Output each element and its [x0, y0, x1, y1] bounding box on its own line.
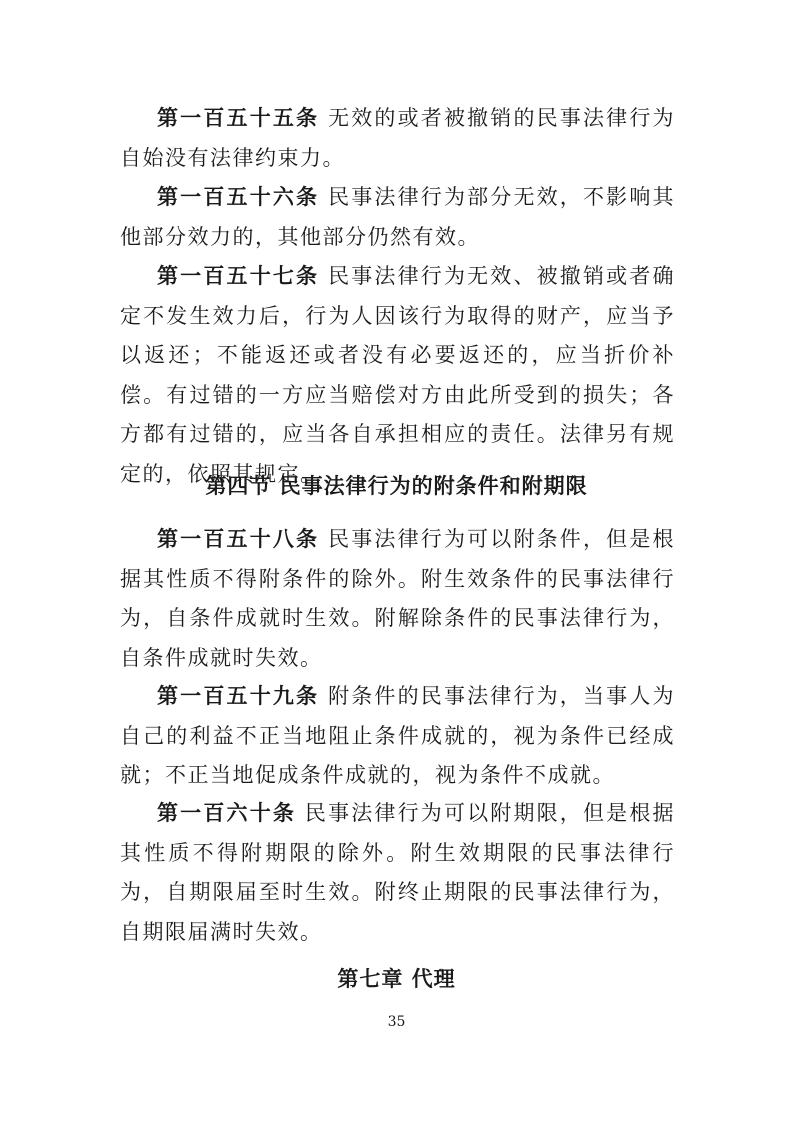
article-body: 民事法律行为无效、被撤销或者确定不发生效力后，行为人因该行为取得的财产，应当予以返还；不能返还或者没有必要返还的，应当折价补偿。有过错的一方应当赔偿对方由此所受到的损失；各方都有过错的，应当各自承担相应的责任。法律另有规定的，依照其规定。: [120, 264, 676, 486]
page-number: 35: [387, 1014, 406, 1030]
article-title: 第一百五十九条: [157, 684, 320, 708]
article-157: [120, 257, 675, 494]
article-160: [120, 794, 675, 952]
article-body: 附条件的民事法律行为，当事人为自己的利益不正当地阻止条件成就的，视为条件已经成就；不正当地促成条件成就的，视为条件不成就。: [120, 684, 676, 787]
article-title: 第一百五十六条: [157, 185, 320, 209]
article-body: 民事法律行为部分无效，不影响其他部分效力的，其他部分仍然有效。: [120, 185, 676, 249]
article-156: [120, 178, 675, 257]
section-heading: 第四节 民事法律行为的附条件和附期限: [205, 474, 588, 498]
article-body: 民事法律行为可以附条件，但是根据其性质不得附条件的除外。附生效条件的民事法律行为，自条件成就时生效。附解除条件的民事法律行为，自条件成就时失效。: [120, 527, 676, 670]
article-title: 第一百五十七条: [157, 264, 320, 288]
article-body: 无效的或者被撤销的民事法律行为自始没有法律约束力。: [120, 106, 676, 170]
article-155: [120, 99, 675, 178]
article-159: [120, 677, 675, 796]
article-title: 第一百六十条: [157, 801, 297, 825]
article-158: [120, 520, 675, 678]
article-title: 第一百五十五条: [157, 106, 320, 130]
article-title: 第一百五十八条: [157, 527, 320, 551]
article-body: 民事法律行为可以附期限，但是根据其性质不得附期限的除外。附生效期限的民事法律行为，自期限届至时生效。附终止期限的民事法律行为，自期限届满时失效。: [120, 801, 676, 944]
chapter-heading: 第七章 代理: [337, 967, 456, 991]
